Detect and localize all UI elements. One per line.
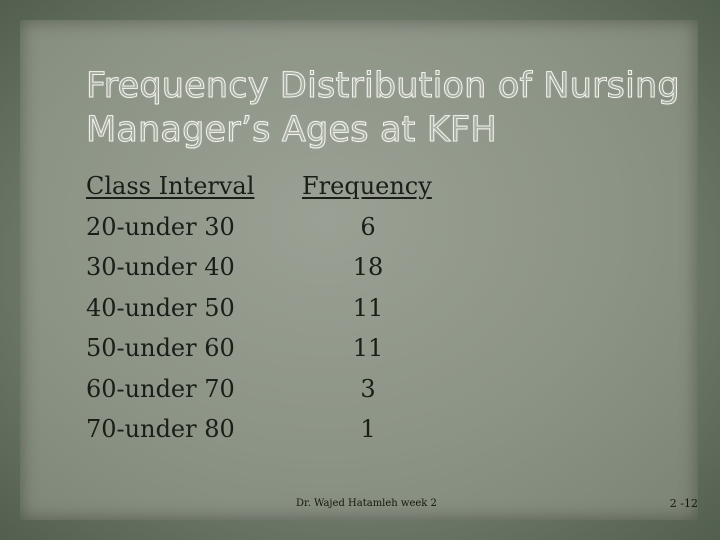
slide-title bbox=[86, 64, 680, 152]
class-interval-cell: 50-under 60 bbox=[86, 334, 235, 362]
frequency-cell: 11 bbox=[352, 293, 384, 322]
frequency-cell: 18 bbox=[352, 253, 384, 281]
class-interval-cell: 40-under 50 bbox=[86, 293, 235, 322]
class-interval-cell: 60-under 70 bbox=[86, 374, 235, 403]
header-frequency: Frequency bbox=[302, 172, 432, 200]
class-interval-cell: 20-under 30 bbox=[86, 212, 235, 241]
class-interval-cell: 30-under 40 bbox=[86, 253, 235, 281]
class-interval-cell: 70-under 80 bbox=[86, 415, 235, 443]
frequency-cell: 1 bbox=[360, 415, 376, 443]
page-number: 2 -12 bbox=[669, 497, 698, 510]
slide-title-line-2: Manager’s Ages at KFH bbox=[86, 110, 497, 150]
slide-footer: Dr. Wajed Hatamleh week 2 bbox=[296, 498, 437, 509]
frequency-cell: 11 bbox=[352, 334, 384, 362]
header-class-interval: Class Interval bbox=[86, 172, 255, 200]
frequency-cell: 6 bbox=[360, 212, 376, 241]
slide-title-line-1: Frequency Distribution of Nursing bbox=[86, 66, 680, 106]
frequency-cell: 3 bbox=[360, 374, 376, 403]
